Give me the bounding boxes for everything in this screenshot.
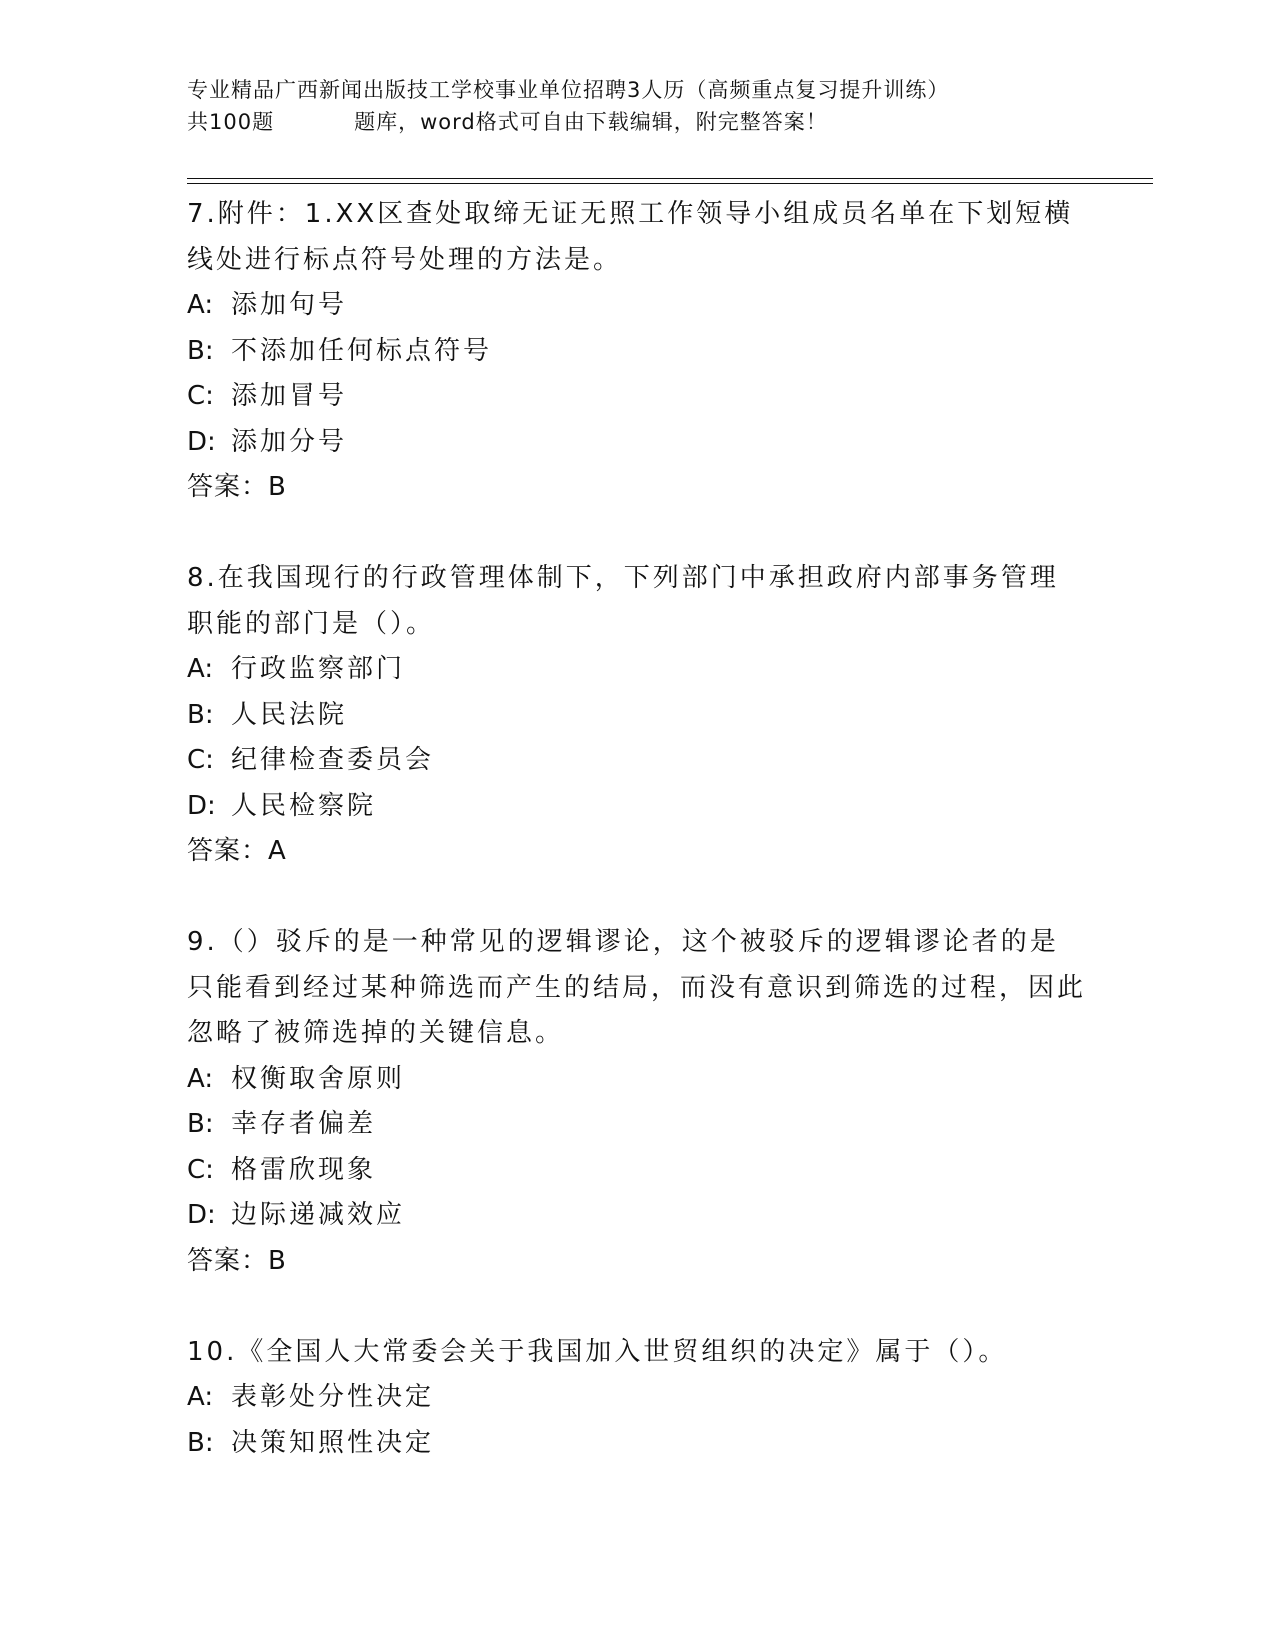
option-letter: B: <box>187 335 214 366</box>
question-text: 9.（）驳斥的是一种常见的逻辑谬论，这个被驳斥的逻辑谬论者的是只能看到经过某种筛选而产生的结局，而没有意识到筛选的过程，因此忽略了被筛选掉的关键信息。 <box>187 927 1087 1048</box>
header-title-line: 专业精品广西新闻出版技工学校事业单位招聘3人历（高频重点复习提升训练） <box>187 78 950 102</box>
option-text: 决策知照性决定 <box>231 1427 435 1458</box>
answer-line: 答案：B <box>187 1245 287 1276</box>
option-a <box>187 283 1087 329</box>
answer-line: 答案：A <box>187 836 287 866</box>
option-b <box>187 693 1087 739</box>
option-letter: C: <box>187 1154 214 1185</box>
option-text: 人民法院 <box>231 699 348 730</box>
question-list <box>187 192 1087 1466</box>
option-letter: B: <box>187 1427 214 1458</box>
header-subtitle-line <box>187 106 1147 138</box>
option-letter: A: <box>187 1382 214 1412</box>
question-text: 7.附件：1.XX区查处取缔无证无照工作领导小组成员名单在下划短横线处进行标点符号处理的方法是。 <box>187 199 1074 275</box>
option-letter: B: <box>187 699 214 730</box>
question-7 <box>187 192 1087 511</box>
option-b <box>187 329 1087 375</box>
option-letter: B: <box>187 1109 214 1139</box>
option-letter: C: <box>187 745 214 775</box>
header-divider-top <box>187 178 1153 179</box>
option-text: 格雷欣现象 <box>231 1154 377 1185</box>
option-text: 人民检察院 <box>231 790 377 821</box>
option-text: 幸存者偏差 <box>231 1109 377 1139</box>
option-c <box>187 738 1087 784</box>
question-text: 8.在我国现行的行政管理体制下，下列部门中承担政府内部事务管理职能的部门是（）。 <box>187 563 1059 639</box>
option-letter: D: <box>187 1200 216 1230</box>
header-description: 题库，word格式可自由下载编辑，附完整答案！ <box>354 110 828 134</box>
option-b <box>187 1102 1087 1148</box>
header-question-count: 共100题 <box>187 110 275 134</box>
option-c <box>187 1148 1087 1194</box>
option-letter: D: <box>187 790 216 821</box>
option-a <box>187 1057 1087 1103</box>
option-b <box>187 1421 1087 1467</box>
option-text: 边际递减效应 <box>231 1200 406 1230</box>
document-header <box>187 74 1147 138</box>
question-9 <box>187 920 1087 1284</box>
option-letter: A: <box>187 1063 214 1094</box>
option-text: 权衡取舍原则 <box>231 1063 406 1094</box>
answer-line: 答案：B <box>187 472 287 502</box>
question-10 <box>187 1330 1087 1467</box>
option-d <box>187 1193 1087 1239</box>
option-c <box>187 374 1087 420</box>
header-divider-bottom <box>187 183 1153 184</box>
question-8 <box>187 556 1087 875</box>
option-d <box>187 420 1087 466</box>
option-text: 添加分号 <box>231 426 348 457</box>
option-a <box>187 647 1087 693</box>
option-letter: A: <box>187 290 214 320</box>
option-text: 不添加任何标点符号 <box>231 335 493 366</box>
option-text: 表彰处分性决定 <box>231 1382 435 1412</box>
option-a <box>187 1375 1087 1421</box>
option-text: 添加句号 <box>231 290 348 320</box>
option-text: 行政监察部门 <box>231 654 406 684</box>
option-letter: C: <box>187 381 214 411</box>
option-text: 添加冒号 <box>231 381 348 411</box>
option-letter: A: <box>187 654 214 684</box>
option-text: 纪律检查委员会 <box>231 745 435 775</box>
question-text: 10.《全国人大常委会关于我国加入世贸组织的决定》属于（）。 <box>187 1336 1008 1367</box>
option-d <box>187 784 1087 830</box>
option-letter: D: <box>187 426 216 457</box>
